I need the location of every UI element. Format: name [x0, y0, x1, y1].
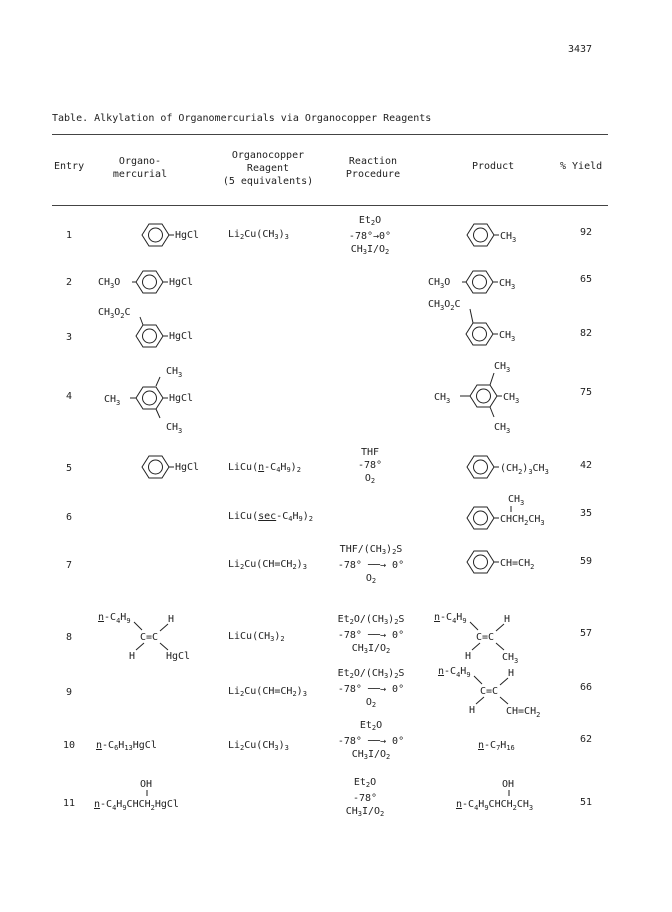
svg-text:CH=CH2: $CH=CH_2$	[500, 558, 535, 571]
procedure-label: $Et_2O$ -78°→0° $CH_3I/O_2$	[348, 215, 392, 256]
reagent-label: $LiCu(\sec-C_4H_9)_2$	[228, 511, 313, 523]
mesitylene-structure	[434, 355, 554, 435]
yield-value: 51	[580, 797, 593, 808]
entry-number: 7	[66, 560, 73, 571]
svg-text:C=C: C=C	[140, 632, 159, 643]
svg-text:CH3O: $CH_3O$	[98, 277, 121, 290]
mesityl-hgcl-structure	[100, 362, 220, 434]
procedure-label: $Et_2O/(CH_3)_2S$ -78° ──→ 0° $CH_3I/O_2$	[337, 614, 405, 655]
top-rule	[52, 134, 608, 135]
svg-text:C=C: C=C	[476, 632, 495, 643]
header-yield: % Yield	[560, 161, 603, 172]
entry-number: 5	[66, 463, 73, 474]
svg-text:CH3: $CH_3$	[502, 652, 519, 665]
svg-text:CH3: $CH_3$	[500, 231, 517, 244]
svg-text:C=C: C=C	[480, 686, 499, 697]
hydroxy-product-structure	[456, 776, 596, 816]
alkene-product-structure	[432, 608, 552, 668]
reagent-label: $Li_2Cu(CH_3)_3$	[228, 229, 289, 241]
header-product: Product	[472, 161, 515, 172]
toluene-structure	[455, 215, 545, 255]
entry-number: 2	[66, 277, 73, 288]
svg-text:CH3: $CH_3$	[166, 366, 183, 379]
procedure-label: THF -78° $O_2$	[357, 447, 383, 485]
svg-text:CH3: $CH_3$	[494, 422, 511, 435]
svg-text:CHCH2CH3: $CHCH_2CH_3$	[500, 514, 545, 527]
svg-text:CH3O2C: $CH_3O_2C$	[428, 299, 461, 312]
yield-value: 35	[580, 508, 593, 519]
svg-text:H: H	[168, 614, 175, 625]
anisyl-hgcl-structure	[98, 262, 218, 302]
svg-text:n-C4H9CHCH2CH3: $n-C_4H_9CHCH_2CH_3$	[456, 799, 534, 812]
svg-text:HgCl: HgCl	[169, 277, 194, 288]
entry-number: 9	[66, 687, 73, 698]
svg-text:CH3O: $CH_3O$	[428, 277, 451, 290]
reagent-label: $Li_2Cu(CH_3)_3$	[228, 740, 289, 752]
header-entry: Entry	[54, 161, 85, 172]
procedure-label: $Et_2O/(CH_3)_2S$ -78° ──→ 0° $O_2$	[337, 668, 405, 709]
page-number: 3437	[568, 44, 593, 55]
yield-value: 59	[580, 556, 593, 567]
entry-number: 4	[66, 391, 73, 402]
procedure-label: $Et_2O$ -78° ──→ 0° $CH_3I/O_2$	[337, 720, 405, 761]
yield-value: 92	[580, 227, 593, 238]
yield-value: 65	[580, 274, 593, 285]
ester-toluene-structure	[428, 295, 548, 355]
svg-text:H: H	[129, 651, 136, 662]
svg-text:OH: OH	[502, 779, 515, 790]
entry-number: 6	[66, 512, 73, 523]
reagent-label: $LiCu(n-C_4H_9)_2$	[228, 462, 301, 474]
yield-value: 66	[580, 682, 593, 693]
svg-text:CH3: $CH_3$	[104, 394, 121, 407]
entry-number: 3	[66, 332, 73, 343]
svg-text:CH3O2C: $CH_3O_2C$	[98, 307, 131, 320]
svg-text:H: H	[508, 668, 515, 679]
svg-text:HgCl: HgCl	[166, 651, 191, 662]
reagent-label: $Li_2Cu(CH=CH_2)_3$	[228, 686, 307, 698]
svg-text:n-C4H9: $n-C_4H_9$	[98, 612, 131, 625]
svg-text:CH3: $CH_3$	[499, 330, 516, 343]
procedure-label: $Et_2O$ -78° $CH_3I/O_2$	[345, 777, 385, 818]
header-procedure: Reaction Procedure	[345, 156, 401, 180]
hgcl-label: HgCl	[175, 230, 200, 241]
hydroxy-mercurial-structure	[94, 776, 234, 816]
svg-text:HgCl: HgCl	[175, 462, 200, 473]
styrene-structure	[455, 542, 575, 582]
svg-text:H: H	[469, 705, 476, 716]
ester-aryl-hgcl-structure	[98, 303, 218, 358]
svg-text:H: H	[465, 651, 472, 662]
yield-value: 42	[580, 460, 593, 471]
svg-text:CH=CH2: $CH=CH_2$	[506, 706, 541, 719]
butylbenzene-structure	[455, 447, 575, 487]
svg-text:n-C4H9: $n-C_4H_9$	[438, 666, 471, 679]
yield-value: 62	[580, 734, 593, 745]
entry-number: 10	[63, 740, 76, 751]
svg-text:H: H	[504, 614, 511, 625]
header-organomercurial: Organo- mercurial	[112, 156, 168, 180]
diene-product-structure	[436, 662, 566, 722]
svg-text:HgCl: HgCl	[169, 393, 194, 404]
yield-value: 75	[580, 387, 593, 398]
reagent-label: $Li_2Cu(CH=CH_2)_3$	[228, 559, 307, 571]
svg-text:n-C4H9CHCH2HgCl: $n-C_4H_9CHCH_2HgCl$	[94, 799, 179, 812]
svg-text:OH: OH	[140, 779, 153, 790]
svg-text:HgCl: HgCl	[169, 331, 194, 342]
svg-text:CH3: $CH_3$	[434, 392, 451, 405]
svg-text:(CH2)3CH3: $(CH_2)_3CH_3$	[500, 463, 549, 476]
header-rule	[52, 205, 608, 206]
procedure-label: THF/$(CH_3)_2S$ -78° ──→ 0° $O_2$	[337, 544, 405, 585]
svg-text:CH3: $CH_3$	[499, 278, 516, 291]
mercurial-label: $n-C_6H_{13}HgCl$	[96, 740, 157, 752]
entry-number: 11	[63, 798, 76, 809]
product-label: $n-C_7H_{16}$	[478, 740, 515, 752]
table-title: Table. Alkylation of Organomercurials via Organocopper Reagents	[52, 113, 432, 124]
svg-text:CH3: $CH_3$	[503, 392, 520, 405]
svg-text:CH3: $CH_3$	[166, 422, 183, 435]
phenyl-hgcl-structure	[120, 447, 210, 487]
phenyl-hgcl-structure	[120, 215, 210, 255]
svg-text:CH3: $CH_3$	[508, 494, 525, 507]
yield-value: 82	[580, 328, 593, 339]
vinyl-hgcl-structure	[96, 608, 216, 668]
entry-number: 8	[66, 632, 73, 643]
yield-value: 57	[580, 628, 593, 639]
svg-text:CH3: $CH_3$	[494, 361, 511, 374]
reagent-label: $LiCu(CH_3)_2$	[228, 631, 285, 643]
sec-butylbenzene-structure	[455, 488, 575, 538]
svg-text:n-C4H9: $n-C_4H_9$	[434, 612, 467, 625]
entry-number: 1	[66, 230, 73, 241]
header-reagent: Organocopper Reagent (5 equivalents)	[222, 150, 314, 187]
